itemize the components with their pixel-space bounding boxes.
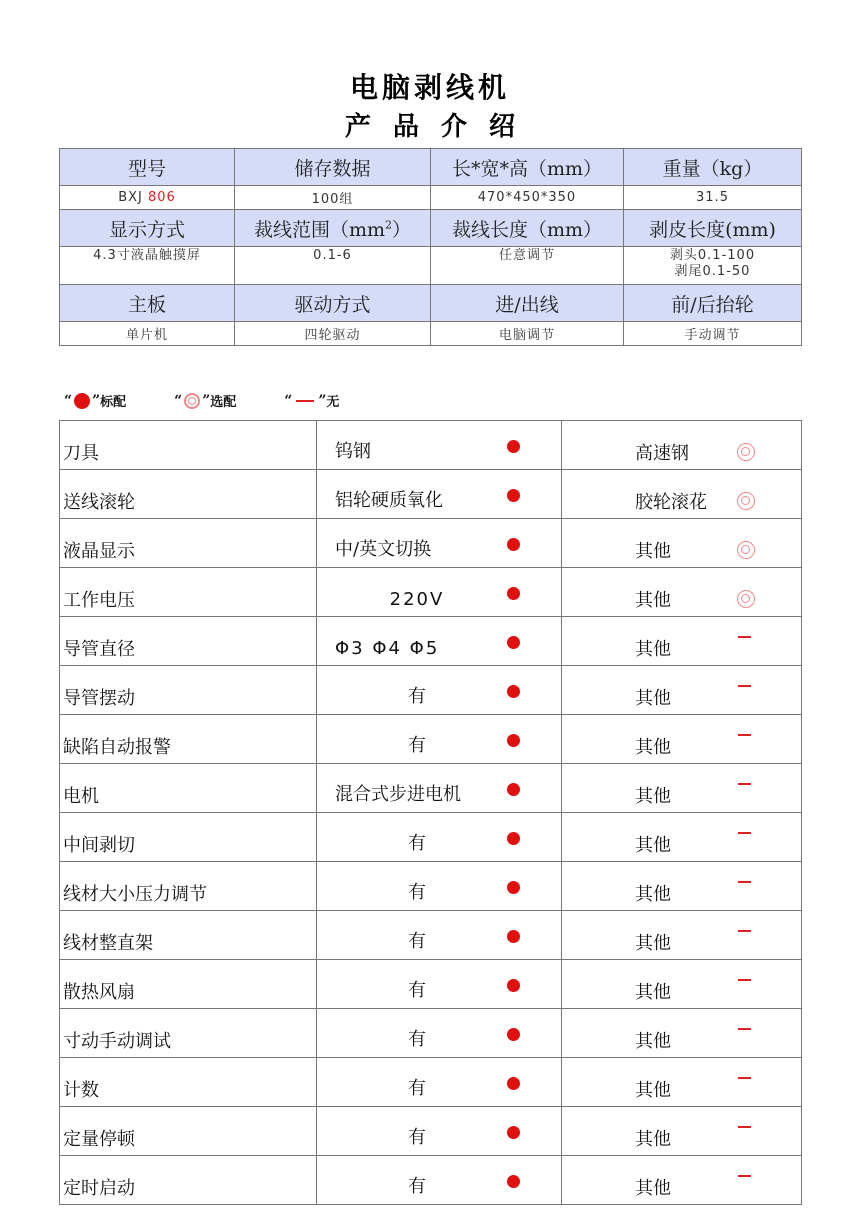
alternative-value: 其他 — [635, 835, 671, 856]
standard-dot-icon — [507, 538, 520, 551]
standard-dot-icon — [507, 1175, 520, 1188]
spec-value: 4.3寸液晶触摸屏 — [60, 247, 235, 285]
standard-value: 有 — [408, 1127, 426, 1148]
standard-dot-icon — [507, 832, 520, 845]
none-dash-icon — [738, 1077, 751, 1079]
legend-optional-label: 选配 — [210, 395, 237, 410]
alternative-cell — [562, 1009, 802, 1058]
standard-cell — [317, 862, 562, 911]
standard-value: 混合式步进电机 — [335, 784, 461, 805]
alternative-value: 其他 — [635, 639, 671, 660]
table-row — [60, 1156, 802, 1205]
dash-icon — [296, 400, 314, 402]
alternative-cell — [562, 519, 802, 568]
standard-dot-icon — [507, 734, 520, 747]
spec-value-model — [60, 186, 235, 210]
spec-value: 470*450*350 — [431, 186, 624, 210]
spec-value-row — [60, 247, 802, 285]
standard-dot-icon — [507, 636, 520, 649]
feature-name: 线材整直架 — [60, 911, 317, 960]
table-row — [60, 813, 802, 862]
legend-standard-label: 标配 — [100, 395, 127, 410]
standard-cell — [317, 421, 562, 470]
spec-value-row — [60, 186, 802, 210]
alternative-cell — [562, 960, 802, 1009]
page-subtitle: 产品介绍 — [344, 112, 537, 142]
standard-dot-icon — [507, 1028, 520, 1041]
none-dash-icon — [738, 1126, 751, 1128]
standard-dot-icon — [507, 881, 520, 894]
open-quote: “ — [174, 392, 183, 409]
alternative-cell — [562, 1058, 802, 1107]
standard-value: 铝轮硬质氧化 — [335, 490, 443, 511]
alternative-cell — [562, 764, 802, 813]
spec-header: 长*宽*高（mm） — [431, 149, 624, 186]
page-title: 电脑剥线机 — [349, 71, 510, 104]
optional-ring-icon — [737, 541, 755, 559]
table-row — [60, 1009, 802, 1058]
standard-value: 有 — [408, 1078, 426, 1099]
table-row — [60, 470, 802, 519]
standard-value: 有 — [408, 980, 426, 1001]
none-dash-icon — [738, 783, 751, 785]
close-quote: ” — [92, 392, 101, 409]
standard-dot-icon — [507, 587, 520, 600]
table-row — [60, 617, 802, 666]
spec-table — [59, 148, 802, 346]
open-quote: “ — [64, 392, 73, 409]
spec-header: 重量（kg） — [624, 149, 802, 186]
standard-dot-icon — [507, 979, 520, 992]
spec-value: 四轮驱动 — [235, 322, 431, 346]
open-quote: “ — [284, 392, 293, 409]
feature-name: 定时启动 — [60, 1156, 317, 1205]
standard-value: 有 — [408, 833, 426, 854]
close-quote: ” — [318, 392, 327, 409]
standard-cell — [317, 1107, 562, 1156]
alternative-cell — [562, 617, 802, 666]
standard-cell — [317, 470, 562, 519]
legend-optional — [174, 391, 236, 410]
standard-cell — [317, 764, 562, 813]
feature-name: 散热风扇 — [60, 960, 317, 1009]
standard-value: Φ3 Φ4 Φ5 — [335, 638, 440, 659]
optional-ring-icon — [737, 590, 755, 608]
spec-value: 单片机 — [60, 322, 235, 346]
spec-header: 进/出线 — [431, 285, 624, 322]
standard-value: 220V — [389, 589, 445, 610]
table-row — [60, 911, 802, 960]
standard-value: 有 — [408, 882, 426, 903]
table-row — [60, 715, 802, 764]
alternative-value: 其他 — [635, 688, 671, 709]
none-dash-icon — [738, 881, 751, 883]
standard-dot-icon — [507, 1126, 520, 1139]
none-dash-icon — [738, 685, 751, 687]
alternative-value: 其他 — [635, 1178, 671, 1199]
standard-value: 钨钢 — [335, 441, 371, 462]
alternative-cell — [562, 911, 802, 960]
table-row — [60, 764, 802, 813]
alternative-value: 其他 — [635, 541, 671, 562]
standard-cell — [317, 568, 562, 617]
spec-value-strip-length — [624, 247, 802, 285]
model-number: 806 — [147, 190, 176, 205]
standard-value: 有 — [408, 931, 426, 952]
standard-cell — [317, 1058, 562, 1107]
spec-header: 显示方式 — [60, 210, 235, 247]
standard-cell — [317, 519, 562, 568]
strip-tail: 剥尾0.1-50 — [674, 264, 751, 279]
feature-table — [59, 420, 802, 1205]
none-dash-icon — [738, 1028, 751, 1030]
standard-dot-icon — [507, 783, 520, 796]
spec-header-cut-range — [235, 210, 431, 247]
alternative-cell — [562, 1156, 802, 1205]
feature-name: 送线滚轮 — [60, 470, 317, 519]
alternative-value: 胶轮滚花 — [635, 492, 707, 513]
alternative-value: 其他 — [635, 1031, 671, 1052]
ring-icon — [184, 393, 200, 409]
cut-range-label: 裁线范围（mm — [253, 218, 386, 241]
strip-head: 剥头0.1-100 — [669, 248, 756, 263]
table-row — [60, 960, 802, 1009]
legend — [64, 391, 387, 410]
standard-cell — [317, 813, 562, 862]
none-dash-icon — [738, 1175, 751, 1177]
feature-name: 液晶显示 — [60, 519, 317, 568]
alternative-cell — [562, 1107, 802, 1156]
alternative-value: 其他 — [635, 786, 671, 807]
spec-header: 型号 — [60, 149, 235, 186]
optional-ring-icon — [737, 492, 755, 510]
feature-name: 导管直径 — [60, 617, 317, 666]
table-row — [60, 666, 802, 715]
feature-name: 线材大小压力调节 — [60, 862, 317, 911]
none-dash-icon — [738, 930, 751, 932]
alternative-cell — [562, 813, 802, 862]
none-dash-icon — [738, 832, 751, 834]
spec-header: 储存数据 — [235, 149, 431, 186]
close-quote: ” — [202, 392, 211, 409]
legend-none — [284, 391, 339, 410]
legend-standard — [64, 391, 126, 410]
feature-name: 工作电压 — [60, 568, 317, 617]
spec-header: 主板 — [60, 285, 235, 322]
spec-header-row — [60, 210, 802, 247]
feature-name: 寸动手动调试 — [60, 1009, 317, 1058]
spec-value: 手动调节 — [624, 322, 802, 346]
alternative-cell — [562, 470, 802, 519]
table-row — [60, 421, 802, 470]
standard-value: 有 — [408, 1029, 426, 1050]
none-dash-icon — [738, 636, 751, 638]
alternative-value: 高速钢 — [635, 443, 689, 464]
feature-name: 缺陷自动报警 — [60, 715, 317, 764]
standard-dot-icon — [507, 930, 520, 943]
standard-dot-icon — [507, 440, 520, 453]
table-row — [60, 568, 802, 617]
feature-name: 电机 — [60, 764, 317, 813]
close-paren: ） — [392, 218, 412, 241]
spec-header: 剥皮长度(mm) — [624, 210, 802, 247]
standard-cell — [317, 666, 562, 715]
spec-value: 31.5 — [624, 186, 802, 210]
standard-cell — [317, 960, 562, 1009]
spec-header: 前/后抬轮 — [624, 285, 802, 322]
standard-cell — [317, 617, 562, 666]
alternative-value: 其他 — [635, 1080, 671, 1101]
none-dash-icon — [738, 734, 751, 736]
standard-dot-icon — [507, 685, 520, 698]
alternative-cell — [562, 421, 802, 470]
spec-header: 驱动方式 — [235, 285, 431, 322]
spec-value-row — [60, 322, 802, 346]
alternative-cell — [562, 862, 802, 911]
spec-header: 裁线长度（mm） — [431, 210, 624, 247]
spec-value: 0.1-6 — [235, 247, 431, 285]
standard-cell — [317, 911, 562, 960]
standard-dot-icon — [507, 489, 520, 502]
spec-value: 100组 — [235, 186, 431, 210]
standard-cell — [317, 1156, 562, 1205]
standard-value: 有 — [408, 686, 426, 707]
alternative-value: 其他 — [635, 982, 671, 1003]
feature-name: 导管摆动 — [60, 666, 317, 715]
table-row — [60, 1058, 802, 1107]
alternative-value: 其他 — [635, 933, 671, 954]
spec-header-row — [60, 285, 802, 322]
alternative-value: 其他 — [635, 884, 671, 905]
alternative-value: 其他 — [635, 590, 671, 611]
alternative-cell — [562, 666, 802, 715]
feature-name: 定量停顿 — [60, 1107, 317, 1156]
alternative-cell — [562, 715, 802, 764]
table-row — [60, 862, 802, 911]
standard-cell — [317, 1009, 562, 1058]
superscript: 2 — [385, 218, 393, 232]
standard-dot-icon — [507, 1077, 520, 1090]
optional-ring-icon — [737, 443, 755, 461]
alternative-cell — [562, 568, 802, 617]
table-row — [60, 519, 802, 568]
legend-none-label: 无 — [326, 395, 340, 410]
standard-cell — [317, 715, 562, 764]
standard-value: 中/英文切换 — [335, 539, 432, 560]
spec-value: 电脑调节 — [431, 322, 624, 346]
alternative-value: 其他 — [635, 1129, 671, 1150]
table-row — [60, 1107, 802, 1156]
filled-dot-icon — [74, 393, 90, 409]
feature-name: 计数 — [60, 1058, 317, 1107]
alternative-value: 其他 — [635, 737, 671, 758]
standard-value: 有 — [408, 1176, 426, 1197]
standard-value: 有 — [408, 735, 426, 756]
none-dash-icon — [738, 979, 751, 981]
model-prefix: BXJ — [118, 190, 148, 205]
feature-name: 中间剥切 — [60, 813, 317, 862]
spec-value: 任意调节 — [431, 247, 624, 285]
feature-name: 刀具 — [60, 421, 317, 470]
spec-header-row — [60, 149, 802, 186]
